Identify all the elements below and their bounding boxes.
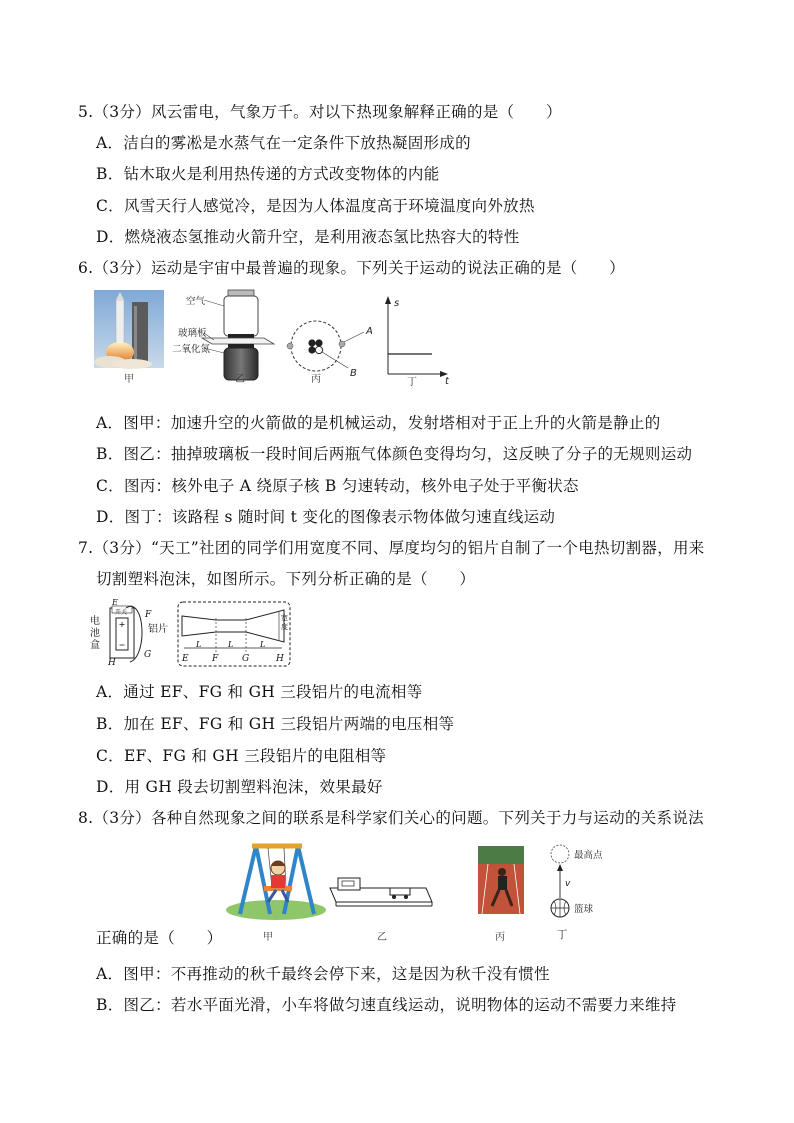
q7-stem-line1: 7.（3分）“天工”社团的同学们用宽度不同、厚度均匀的铝片自制了一个电热切割器，用来 xyxy=(78,539,705,557)
atom-diagram xyxy=(287,321,364,371)
caption-bing-q8: 丙 xyxy=(495,932,505,943)
q7-option-a: A．通过 EF、FG 和 GH 三段铝片的电流相等 xyxy=(96,683,423,701)
q8-option-b: B．图乙：若水平面光滑，小车将做匀速直线运动，说明物体的运动不需要力来维持 xyxy=(96,996,677,1014)
q5-option-a: A．洁白的雾凇是水蒸气在一定条件下放热凝固形成的 xyxy=(96,134,471,152)
rocket-launch-photo xyxy=(94,290,164,369)
label-glass: 玻璃板 xyxy=(178,328,207,339)
label-v: v xyxy=(565,879,571,889)
caption-jia: 甲 xyxy=(124,374,134,385)
sprinter-photo xyxy=(478,846,524,914)
label-air: 空气 xyxy=(186,296,206,307)
q6-figure xyxy=(92,286,452,386)
label-h: H xyxy=(276,654,284,664)
q7-option-c: C．EF、FG 和 GH 三段铝片的电阻相等 xyxy=(96,747,387,765)
q5-option-b: B．钻木取火是利用热传递的方式改变物体的内能 xyxy=(96,165,440,183)
caption-yi-q8: 乙 xyxy=(377,932,387,943)
cart-on-track xyxy=(330,878,432,906)
caption-ding-q8: 丁 xyxy=(556,928,568,941)
label-l-1: L xyxy=(196,640,202,649)
q6-option-d: D．图丁：该路程 s 随时间 t 变化的图像表示物体做匀速直线运动 xyxy=(96,508,556,526)
label-foil: 铝片 xyxy=(148,624,168,635)
q5-option-d: D．燃烧液态氢推动火箭升空，是利用液态氢比热容大的特性 xyxy=(96,228,520,246)
q6-option-b: B．图乙：抽掉玻璃板一段时间后两瓶气体颜色变得均匀，这反映了分子的无规则运动 xyxy=(96,445,693,463)
q6-option-c: C．图丙：核外电子 A 绕原子核 B 匀速转动，核外电子处于平衡状态 xyxy=(96,477,579,495)
label-no2: 二氧化氮 xyxy=(172,344,211,355)
label-g: G xyxy=(242,654,250,664)
label-e: E xyxy=(182,654,189,664)
label-battery-box: 电池盒 xyxy=(90,616,100,651)
label-l-2: L xyxy=(228,640,234,649)
label-b: B xyxy=(350,368,357,379)
q5-option-c: C．风雪天行人感觉冷，是因为人体温度高于环境温度向外放热 xyxy=(96,197,535,215)
label-a: A xyxy=(366,326,373,337)
label-f: F xyxy=(212,654,219,664)
label-basketball: 篮球 xyxy=(574,904,594,915)
caption-bing: 丙 xyxy=(311,374,321,385)
q8-option-a: A．图甲：不再推动的秋千最终会停下来，这是因为秋千没有惯性 xyxy=(96,965,550,983)
label-h-left: H xyxy=(108,658,116,668)
label-f-left: F xyxy=(145,610,152,620)
label-g-left: G xyxy=(144,650,152,660)
q7-stem-line2: 切割塑料泡沫，如图所示。下列分析正确的是（ ） xyxy=(96,570,476,588)
swing-illustration xyxy=(226,846,326,920)
q8-figure xyxy=(226,842,616,948)
gas-diffusion-jars xyxy=(202,290,274,380)
label-t: t xyxy=(445,376,449,386)
q8-stem-line1: 8.（3分）各种自然现象之间的联系是科学家们关心的问题。下列关于力与运动的关系说法 xyxy=(78,809,704,827)
q7-option-b: B．加在 EF、FG 和 GH 三段铝片两端的电压相等 xyxy=(96,715,455,733)
label-width: 宽度 xyxy=(281,614,288,631)
caption-jia-q8: 甲 xyxy=(263,932,273,943)
caption-yi: 乙 xyxy=(235,374,245,385)
q8-stem-line2: 正确的是（ ） xyxy=(96,929,223,947)
label-s: s xyxy=(394,298,400,309)
q6-option-a: A．图甲：加速升空的火箭做的是机械运动，发射塔相对于正上升的火箭是静止的 xyxy=(96,414,661,432)
label-top-point: 最高点 xyxy=(574,850,603,861)
q6-stem: 6.（3分）运动是宇宙中最普遍的现象。下列关于运动的说法正确的是（ ） xyxy=(78,259,625,277)
q7-figure xyxy=(90,596,296,672)
q5-stem: 5.（3分）风云雷电，气象万千。对以下热现象解释正确的是（ ） xyxy=(78,103,562,121)
label-e-top: E xyxy=(112,598,118,607)
q7-option-d: D．用 GH 段去切割塑料泡沫，效果最好 xyxy=(96,778,383,796)
label-switch: 开关 xyxy=(115,609,128,616)
caption-ding: 丁 xyxy=(407,377,417,386)
label-l-3: L xyxy=(260,640,266,649)
